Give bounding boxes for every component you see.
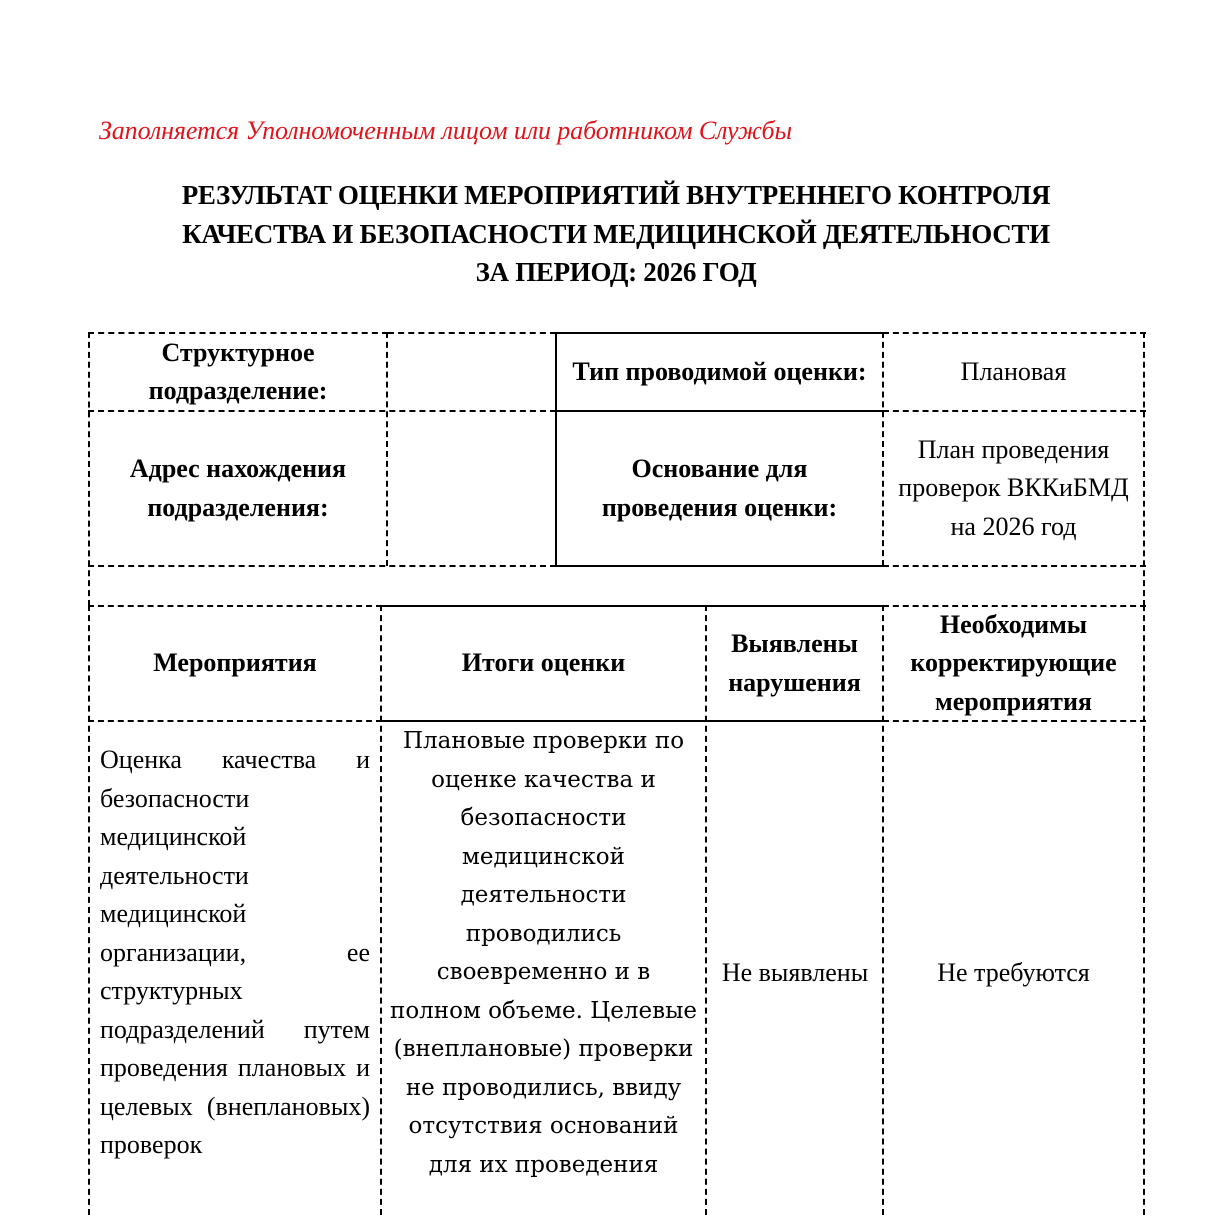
structural-unit-label: Структурное подразделение: xyxy=(148,337,328,405)
unit-address-value[interactable] xyxy=(388,412,555,565)
document-title xyxy=(88,176,1144,292)
row-assessment-result: Плановые проверки по оценке качества и безопасности медицинской деятельности проводились своевременно и в полном объеме. Целевые (внеплановые) проверки не проводились, ввиду отсутствия оснований для их проведения xyxy=(390,728,697,1178)
unit-address-label: Адрес нахождения подразделения: xyxy=(129,454,347,522)
title-line-2: КАЧЕСТВА И БЕЗОПАСНОСТИ МЕДИЦИНСКОЙ ДЕЯТЕЛЬНОСТИ xyxy=(182,218,1050,249)
assessment-basis-value[interactable]: План проведения проверок ВККиБМД на 2026 год xyxy=(898,434,1129,541)
row-activity: Оценка качества и безопасности медицинской деятельности медицинской организации, ее структурных подразделений путем проведения плановых и целевых (внеплановых) проверок xyxy=(100,745,370,1159)
border xyxy=(88,565,556,567)
assessment-basis-label: Основание для проведения оценки: xyxy=(601,454,838,522)
border xyxy=(1143,605,1145,1215)
border xyxy=(556,565,883,567)
border xyxy=(1143,332,1145,606)
border xyxy=(88,720,382,722)
title-line-1: РЕЗУЛЬТАТ ОЦЕНКИ МЕРОПРИЯТИЙ ВНУТРЕННЕГО КОНТРОЛЯ xyxy=(181,180,1051,210)
row-corrective-actions: Не требуются xyxy=(937,957,1090,987)
assessment-type-label: Тип проводимой оценки: xyxy=(572,356,867,386)
header-assessment-results: Итоги оценки xyxy=(461,648,626,678)
structural-unit-value[interactable] xyxy=(388,334,555,410)
border xyxy=(883,565,1146,567)
fill-in-note: Заполняется Уполномоченным лицом или работником Службы xyxy=(99,116,793,145)
header-activities: Мероприятия xyxy=(153,648,317,678)
header-corrective-actions: Необходимы корректирующие мероприятия xyxy=(910,609,1117,716)
title-line-3: ЗА ПЕРИОД: 2026 ГОД xyxy=(475,257,757,287)
assessment-type-value[interactable]: Плановая xyxy=(960,356,1067,386)
row-violations: Не выявлены xyxy=(721,957,869,987)
header-violations-found: Выявлены нарушения xyxy=(728,629,861,697)
